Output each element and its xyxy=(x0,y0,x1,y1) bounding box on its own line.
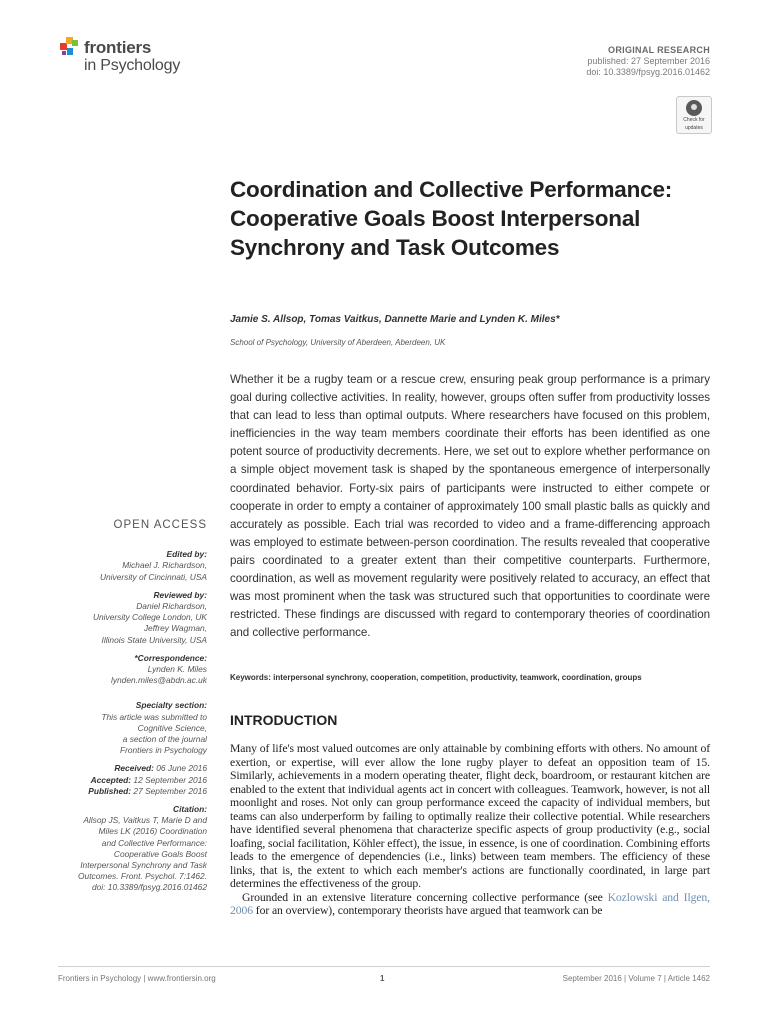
page-number: 1 xyxy=(380,974,385,983)
accepted-date: 12 September 2016 xyxy=(131,774,207,785)
specialty-line-4: Frontiers in Psychology xyxy=(119,745,207,756)
keywords: Keywords: interpersonal synchrony, cooperation, competition, productivity, teamwork, coordination, groups xyxy=(230,673,642,682)
accepted-label: Accepted: xyxy=(90,774,132,785)
footer-issue-info: September 2016 | Volume 7 | Article 1462 xyxy=(562,974,710,983)
specialty-line-3: a section of the journal xyxy=(122,734,207,745)
badge-text-1: Check for xyxy=(683,117,705,123)
brand-journal: in Psychology xyxy=(84,57,181,74)
accepted-row xyxy=(17,775,207,786)
citation-line-6: Outcomes. Front. Psychol. 7:1462. xyxy=(78,871,207,882)
specialty-line-1: This article was submitted to xyxy=(101,711,207,722)
editor-affiliation: University of Cincinnati, USA xyxy=(99,571,207,582)
citation-line-4: Cooperative Goals Boost xyxy=(113,848,207,859)
article-type: ORIGINAL RESEARCH xyxy=(608,45,710,55)
introduction-body xyxy=(230,742,710,918)
citation-link[interactable]: Kozlowski and Ilgen, 2006 xyxy=(230,890,710,917)
intro-paragraph-2 xyxy=(230,891,710,918)
citation-line-7[interactable]: doi: 10.3389/fpsyg.2016.01462 xyxy=(91,882,207,893)
article-meta xyxy=(586,45,710,78)
edited-by-label: Edited by: xyxy=(166,549,207,560)
author-list[interactable]: Jamie S. Allsop, Tomas Vaitkus, Dannette Marie and Lynden K. Miles* xyxy=(230,314,560,325)
specialty-line-2: Cognitive Science, xyxy=(137,722,207,733)
received-row xyxy=(17,763,207,774)
specialty-section-label: Specialty section: xyxy=(135,700,207,711)
check-for-updates-badge[interactable] xyxy=(676,96,712,134)
correspondence-name: Lynden K. Miles xyxy=(147,664,207,675)
reviewer-2-name[interactable]: Jeffrey Wagman, xyxy=(143,623,207,634)
reviewer-1-name[interactable]: Daniel Richardson, xyxy=(136,601,207,612)
correspondence-label: *Correspondence: xyxy=(134,652,207,663)
section-heading-introduction: INTRODUCTION xyxy=(230,712,338,728)
citation-line-1: Allsop JS, Vaitkus T, Marie D and xyxy=(83,815,207,826)
published-date-sidebar: 27 September 2016 xyxy=(131,785,207,796)
intro-paragraph-1: Many of life's most valued outcomes are only attainable by combining efforts with others. No amount of exertion, or expertise, will ever allow the lone rugby player to defeat an opposition team of 15. Similarly, achievements in a modern operating theater, flight deck, boardroom, or restaurant kitchen are enabled to the extent that individual agents act in concert with colleagues. Teamwork, however, is not all moonlight and roses. Not only can group performance exceed the capacity of individual members, but teams can also underperform by failing to optimally realize their collective potential. While researchers have identified several phenomena that characterize specific aspects of group productivity (e.g., social loafing, social facilitation, Köhler effect), the issue, in essence, is one of coordination. Combining efforts leads to the emergence of dependencies (i.e., links) between team members. The efficiency of these links, that is, the extent to which each member's actions are functionally coordinated, in large part determines the effectiveness of the group. xyxy=(230,742,710,890)
affiliation: School of Psychology, University of Aberdeen, Aberdeen, UK xyxy=(230,338,446,347)
received-date: 06 June 2016 xyxy=(153,763,207,774)
footer-journal-link[interactable]: Frontiers in Psychology | www.frontiersin.org xyxy=(58,974,216,983)
intro-p2-end: for an overview), contemporary theorists have argued that teamwork can be xyxy=(252,904,603,917)
published-row xyxy=(17,786,207,797)
citation-label: Citation: xyxy=(173,804,207,815)
intro-p2-start: Grounded in an extensive literature concerning collective performance (see xyxy=(242,890,608,904)
update-check-icon xyxy=(686,100,702,116)
citation-line-2: Miles LK (2016) Coordination xyxy=(98,826,207,837)
correspondence-email[interactable]: lynden.miles@abdn.ac.uk xyxy=(110,675,207,686)
editor-name[interactable]: Michael J. Richardson, xyxy=(122,560,207,571)
frontiers-logo-icon xyxy=(58,34,82,58)
article-title: Coordination and Collective Performance: Cooperative Goals Boost Interpersonal Synchrony and Task Outcomes xyxy=(230,177,673,260)
reviewed-by-label: Reviewed by: xyxy=(153,589,207,600)
footer-divider xyxy=(58,966,710,967)
citation-line-5: Interpersonal Synchrony and Task xyxy=(80,860,207,871)
received-label: Received: xyxy=(114,763,154,774)
article-sidebar xyxy=(17,520,207,894)
reviewer-1-affiliation: University College London, UK xyxy=(92,612,207,623)
open-access-label: OPEN ACCESS xyxy=(113,519,207,531)
brand-name: frontiers xyxy=(84,38,152,57)
citation-line-3: and Collective Performance: xyxy=(101,837,207,848)
doi-link[interactable]: doi: 10.3389/fpsyg.2016.01462 xyxy=(586,67,710,77)
published-label: Published: xyxy=(88,785,132,796)
reviewer-2-affiliation: Illinois State University, USA xyxy=(101,634,207,645)
journal-logo[interactable] xyxy=(58,32,218,82)
published-date: published: 27 September 2016 xyxy=(587,56,710,66)
abstract: Whether it be a rugby team or a rescue crew, ensuring peak group performance is a primary goal during collective activities. In reality, however, groups often suffer from productivity losses that can lead to less than optimal outputs. Where researchers have focused on this problem, inefficiencies in the way team members coordinate their efforts has been identified as one potent source of productivity decrements. Here, we set out to explore whether performance on a simple object movement task is shaped by the spontaneous emergence of interpersonally coordinated behavior. Forty-six pairs of participants were instructed to either compete or cooperate in order to empty a container of approximately 100 small plastic balls as quickly and accurately as possible. Each trial was recorded to video and a frame-differencing approach was employed to estimate between-person coordination. The results revealed that cooperative pairs coordinated to a greater extent than their competitive counterparts. Furthermore, coordination, as well as movement regularity were positively related to accuracy, an effect that was most prominent when the task was structured such that opportunities to coordinate were restricted. These findings are discussed with regard to contemporary theories of coordination and collective performance. xyxy=(230,373,710,640)
badge-text-2: updates xyxy=(685,124,703,131)
